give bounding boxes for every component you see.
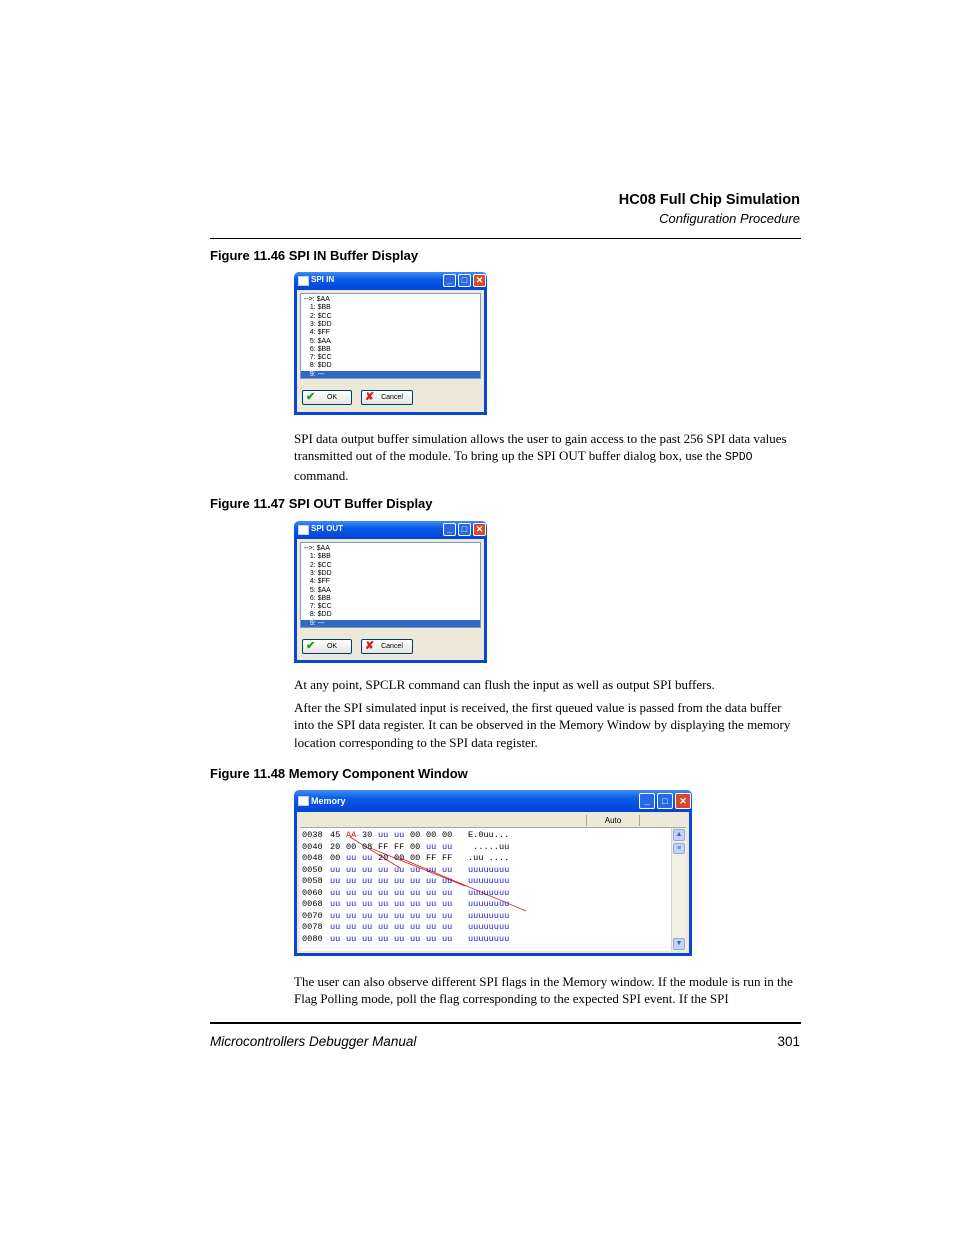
memory-cell[interactable]: uu xyxy=(378,830,389,840)
memory-row xyxy=(302,842,532,854)
memory-cell[interactable]: uu xyxy=(394,933,405,944)
memory-cell[interactable]: uu xyxy=(346,922,357,932)
memory-cell[interactable]: uu xyxy=(346,933,357,944)
buffer-list[interactable] xyxy=(300,542,481,628)
minimize-icon[interactable]: _ xyxy=(443,274,456,287)
memory-cell[interactable]: uu xyxy=(346,876,357,886)
memory-address: 0068 xyxy=(302,899,323,909)
memory-client xyxy=(297,812,689,953)
memory-ascii: uuuuuuuu xyxy=(468,899,510,909)
list-item[interactable]: 7: $CC xyxy=(304,354,332,362)
memory-cell[interactable]: uu xyxy=(378,922,389,932)
memory-cell[interactable]: uu xyxy=(362,899,373,909)
window-icon xyxy=(298,796,309,806)
memory-cell[interactable]: uu xyxy=(426,876,437,886)
footer-rule xyxy=(210,1022,801,1024)
memory-cell[interactable]: uu xyxy=(410,876,421,886)
memory-cell[interactable]: uu xyxy=(394,910,405,921)
footer-manual-title: Microcontrollers Debugger Manual xyxy=(210,1034,417,1049)
memory-cell[interactable]: uu xyxy=(378,887,389,898)
memory-cell[interactable]: uu xyxy=(442,933,453,944)
memory-row xyxy=(302,853,532,865)
memory-cell[interactable]: uu xyxy=(410,887,421,898)
title-bar[interactable] xyxy=(294,272,487,290)
dialog-client xyxy=(297,290,484,412)
mode-selector[interactable]: Auto xyxy=(586,815,640,826)
ok-button[interactable]: ✔ OK xyxy=(302,390,352,405)
memory-cell[interactable]: uu xyxy=(410,864,421,875)
memory-address: 0078 xyxy=(302,922,323,932)
window-icon xyxy=(298,525,309,535)
memory-cell[interactable]: uu xyxy=(330,933,341,944)
spi-out-window[interactable] xyxy=(294,521,487,663)
memory-cell[interactable]: uu xyxy=(442,841,453,852)
memory-cell[interactable]: uu xyxy=(378,910,389,921)
memory-row xyxy=(302,899,532,911)
memory-cell[interactable]: FF xyxy=(442,853,453,863)
memory-ascii: E.0uu... xyxy=(468,830,510,840)
running-header-title: HC08 Full Chip Simulation xyxy=(618,192,800,208)
memory-cell[interactable]: uu xyxy=(394,864,405,875)
memory-cell[interactable]: 00 xyxy=(394,853,405,863)
paragraph-spi-flags: The user can also observe different SPI flags in the Memory window. If the module is run in the Flag Polling mode, poll the flag corresponding to the expected SPI event. If the SPI xyxy=(294,974,793,1007)
memory-cell[interactable]: 00 xyxy=(346,841,357,852)
list-item[interactable]: 5: $AA xyxy=(304,337,331,345)
memory-cell[interactable]: uu xyxy=(330,910,341,921)
memory-cell[interactable]: 00 xyxy=(410,841,421,852)
list-item[interactable]: 6: $BB xyxy=(304,594,331,602)
memory-cell[interactable]: uu xyxy=(394,876,405,886)
paragraph-memory-window: After the SPI simulated input is received, the first queued value is passed from the data buffer into the SPI data register. It can be observed in the Memory Window by displaying the memory location corresponding to the SPI data register. xyxy=(294,700,791,750)
memory-row xyxy=(302,876,532,888)
buffer-list[interactable] xyxy=(300,293,481,379)
list-item[interactable]: 2: $CC xyxy=(304,312,332,320)
list-item[interactable]: 8: $DD xyxy=(304,611,332,619)
memory-cell[interactable]: uu xyxy=(426,887,437,898)
memory-row xyxy=(302,888,532,900)
list-item[interactable]: 3: $DD xyxy=(304,569,332,577)
memory-cell[interactable]: 00 xyxy=(330,853,341,863)
spi-in-window[interactable] xyxy=(294,272,487,415)
memory-cell[interactable]: uu xyxy=(410,899,421,909)
header-rule xyxy=(210,238,801,239)
list-item[interactable]: 8: $DD xyxy=(304,362,332,370)
memory-cell[interactable]: uu xyxy=(362,864,373,875)
close-icon[interactable]: ✕ xyxy=(675,793,691,809)
memory-cell[interactable]: uu xyxy=(442,899,453,909)
memory-ascii: .uu .... xyxy=(468,853,510,863)
footer-page-number: 301 xyxy=(777,1034,800,1049)
memory-cell[interactable]: uu xyxy=(362,933,373,944)
memory-address: 0080 xyxy=(302,933,323,944)
memory-row xyxy=(302,830,532,842)
memory-cell[interactable]: uu xyxy=(346,887,357,898)
list-item[interactable]: 3: $DD xyxy=(304,320,332,328)
memory-row xyxy=(302,922,532,934)
list-item[interactable]: -->: $AA xyxy=(304,296,330,303)
list-item[interactable]: 1: $BB xyxy=(304,304,331,312)
memory-cell[interactable]: uu xyxy=(426,910,437,921)
memory-cell[interactable]: 45 xyxy=(330,830,341,840)
memory-address: 0038 xyxy=(302,830,323,840)
memory-cell[interactable]: uu xyxy=(426,864,437,875)
memory-cell[interactable]: uu xyxy=(330,887,341,898)
memory-cell[interactable]: uu xyxy=(410,910,421,921)
maximize-icon[interactable]: □ xyxy=(458,274,471,287)
memory-cell[interactable]: 08 xyxy=(362,841,373,852)
title-bar[interactable] xyxy=(294,790,692,812)
cancel-button[interactable]: ✘ Cancel xyxy=(361,390,413,405)
code-spdo: SPDO xyxy=(724,451,753,465)
memory-cell[interactable]: uu xyxy=(346,864,357,875)
memory-header xyxy=(300,815,686,828)
memory-cell[interactable]: uu xyxy=(362,910,373,921)
maximize-icon[interactable]: □ xyxy=(458,523,471,536)
list-item[interactable]: 4: $FF xyxy=(304,578,331,586)
figure-48-caption: Figure 11.48 Memory Component Window xyxy=(210,766,468,781)
memory-cell[interactable]: uu xyxy=(426,841,437,852)
memory-ascii: uuuuuuuu xyxy=(468,887,510,898)
paragraph-spclr: At any point, SPCLR command can flush the input as well as output SPI buffers. xyxy=(294,677,715,692)
memory-cell[interactable]: uu xyxy=(378,864,389,875)
vertical-scrollbar[interactable] xyxy=(671,828,686,951)
checkmark-icon: ✔ xyxy=(306,391,316,403)
memory-cell[interactable]: uu xyxy=(330,899,341,909)
cancel-x-icon: ✘ xyxy=(365,640,375,652)
memory-cell[interactable]: uu xyxy=(378,933,389,944)
figure-47-caption: Figure 11.47 SPI OUT Buffer Display xyxy=(210,496,433,511)
memory-cell[interactable]: uu xyxy=(442,922,453,932)
memory-ascii: uuuuuuuu xyxy=(468,910,510,921)
memory-ascii: .....uu xyxy=(468,841,510,852)
memory-cell[interactable]: uu xyxy=(378,876,389,886)
dialog-client xyxy=(297,539,484,660)
list-item[interactable]: 1: $BB xyxy=(304,553,331,561)
memory-cell[interactable]: 00 xyxy=(410,830,421,840)
memory-cell[interactable]: uu xyxy=(330,864,341,875)
memory-cell[interactable]: uu xyxy=(426,899,437,909)
scroll-down-icon[interactable]: ▼ xyxy=(673,938,685,950)
window-icon xyxy=(298,276,309,286)
memory-cell[interactable]: uu xyxy=(346,910,357,921)
memory-cell[interactable]: uu xyxy=(442,864,453,875)
memory-ascii: uuuuuuuu xyxy=(468,933,510,944)
memory-address: 0048 xyxy=(302,853,323,863)
memory-cell[interactable]: uu xyxy=(394,922,405,932)
memory-cell[interactable]: FF xyxy=(426,853,437,863)
memory-ascii: uuuuuuuu xyxy=(468,876,510,886)
memory-cell[interactable]: uu xyxy=(442,887,453,898)
list-item[interactable]: 5: $AA xyxy=(304,586,331,594)
memory-cell[interactable]: uu xyxy=(362,876,373,886)
memory-cell[interactable]: 00 xyxy=(442,830,453,840)
close-icon[interactable]: ✕ xyxy=(473,274,486,287)
memory-address: 0050 xyxy=(302,864,323,875)
list-item[interactable]: 2: $CC xyxy=(304,561,332,569)
memory-cell[interactable]: 30 xyxy=(362,830,373,840)
scroll-up-icon[interactable]: ▲ xyxy=(673,829,685,841)
memory-cell[interactable]: 20 xyxy=(378,853,389,863)
memory-cell[interactable]: uu xyxy=(346,899,357,909)
checkmark-icon: ✔ xyxy=(306,640,316,652)
memory-window[interactable] xyxy=(294,790,692,956)
cancel-x-icon: ✘ xyxy=(365,391,375,403)
memory-cell[interactable]: uu xyxy=(442,876,453,886)
memory-address: 0070 xyxy=(302,910,323,921)
memory-cell[interactable]: uu xyxy=(330,922,341,932)
memory-cell[interactable]: uu xyxy=(442,910,453,921)
memory-address: 0058 xyxy=(302,876,323,886)
title-bar[interactable] xyxy=(294,521,487,539)
memory-cell[interactable]: FF xyxy=(394,841,405,852)
memory-ascii: uuuuuuuu xyxy=(468,864,510,875)
memory-cell[interactable]: uu xyxy=(394,830,405,840)
memory-cell[interactable]: uu xyxy=(362,887,373,898)
memory-row xyxy=(302,911,532,923)
memory-cell[interactable]: 00 xyxy=(426,830,437,840)
memory-cell[interactable]: uu xyxy=(330,876,341,886)
scroll-thumb[interactable]: ≡ xyxy=(673,843,685,854)
list-item[interactable]: 9: --- xyxy=(301,371,480,379)
memory-cell[interactable]: FF xyxy=(378,841,389,852)
memory-cell[interactable]: uu xyxy=(394,899,405,909)
memory-cell[interactable]: uu xyxy=(362,853,373,863)
memory-address: 0060 xyxy=(302,887,323,898)
list-item[interactable]: -->: $AA xyxy=(304,545,330,552)
memory-cell[interactable]: uu xyxy=(410,922,421,932)
memory-address: 0040 xyxy=(302,841,323,852)
window-title: SPI OUT xyxy=(311,524,344,533)
memory-ascii: uuuuuuuu xyxy=(468,922,510,932)
list-item[interactable]: 6: $BB xyxy=(304,345,331,353)
memory-row xyxy=(302,934,532,946)
window-title: Memory xyxy=(311,796,346,806)
memory-cell[interactable]: uu xyxy=(362,922,373,932)
close-icon[interactable]: ✕ xyxy=(473,523,486,536)
list-item[interactable]: 4: $FF xyxy=(304,329,331,337)
memory-cell[interactable]: uu xyxy=(410,933,421,944)
memory-cell[interactable]: 20 xyxy=(330,841,341,852)
memory-cell[interactable]: AA xyxy=(346,830,357,840)
ok-button[interactable]: ✔ OK xyxy=(302,639,352,654)
memory-cell[interactable]: uu xyxy=(426,922,437,932)
minimize-icon[interactable]: _ xyxy=(443,523,456,536)
memory-cell[interactable]: uu xyxy=(426,933,437,944)
running-header-subtitle: Configuration Procedure xyxy=(659,211,800,226)
memory-cell[interactable]: uu xyxy=(346,853,357,863)
figure-46-caption: Figure 11.46 SPI IN Buffer Display xyxy=(210,248,419,263)
list-item[interactable]: 7: $CC xyxy=(304,603,332,611)
maximize-icon[interactable]: □ xyxy=(657,793,673,809)
memory-cell[interactable]: 00 xyxy=(410,853,421,863)
memory-dump[interactable] xyxy=(300,828,671,951)
window-title: SPI IN xyxy=(311,275,335,284)
memory-row xyxy=(302,865,532,877)
paragraph-spdo: SPI data output buffer simulation allows the user to gain access to the past 256 SPI data values transmitted out of the module. To bring up the SPI OUT buffer dialog box, use the SPDO command. xyxy=(294,431,787,483)
cancel-button[interactable]: ✘ Cancel xyxy=(361,639,413,654)
list-item[interactable]: 9: --- xyxy=(301,620,480,628)
memory-cell[interactable]: uu xyxy=(394,887,405,898)
memory-cell[interactable]: uu xyxy=(378,899,389,909)
minimize-icon[interactable]: _ xyxy=(639,793,655,809)
